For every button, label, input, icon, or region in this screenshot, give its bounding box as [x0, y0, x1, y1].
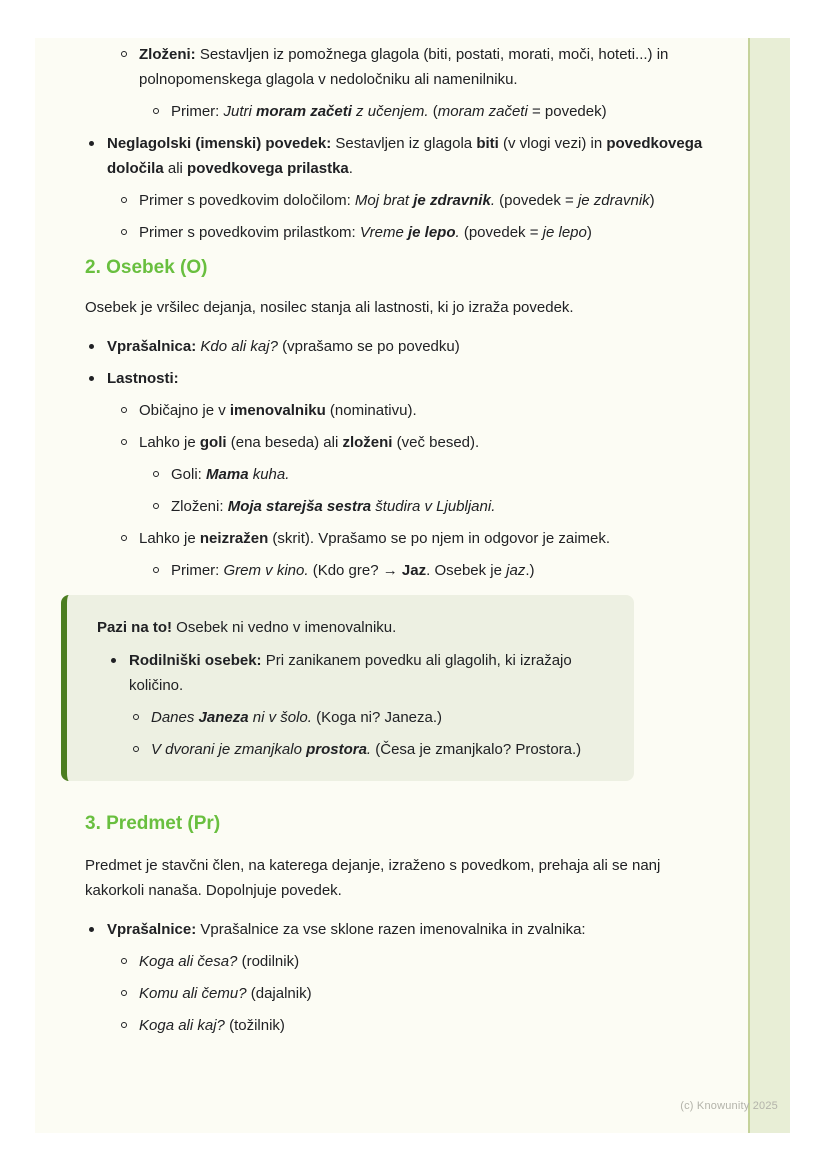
list-item — [117, 430, 710, 455]
list-item-text — [171, 466, 289, 483]
text-segment: Jutri — [223, 103, 257, 120]
bullet-icon — [121, 1022, 127, 1028]
text-segment: Vprašalnica: — [107, 338, 197, 355]
text-segment: (Kdo gre? → — [308, 562, 402, 579]
text-segment: Komu ali čemu? — [139, 985, 247, 1002]
list-item-text — [107, 921, 586, 938]
text-segment: . Osebek je — [426, 562, 507, 579]
text-segment: V dvorani je zmanjkalo — [151, 741, 307, 758]
text-segment: Pazi na to! — [97, 619, 173, 636]
text-segment: (Koga ni? Janeza.) — [311, 709, 443, 726]
text-segment: Mama — [206, 466, 249, 483]
text-segment: povedkovega prilastka — [187, 160, 349, 177]
list-item — [117, 981, 710, 1006]
callout-title — [97, 615, 606, 640]
list-item — [117, 188, 710, 213]
section-2-lead: Osebek je vršilec dejanja, nosilec stanja ali lastnosti, ki jo izraža povedek. — [85, 299, 574, 316]
text-segment: = povedek) — [527, 103, 607, 120]
text-segment: Zloženi: — [171, 498, 228, 515]
text-segment: Običajno je v — [139, 402, 230, 419]
intro-list — [85, 42, 710, 245]
text-segment: neizražen — [199, 530, 269, 547]
text-segment: Neglagolski (imenski) povedek: — [107, 135, 332, 152]
text-segment: biti — [476, 135, 499, 152]
watermark: (c) Knowunity 2025 — [680, 1100, 778, 1112]
text-segment: moram začeti — [437, 103, 528, 120]
document-page — [35, 38, 790, 1133]
list-item — [149, 494, 710, 519]
list-item — [117, 949, 710, 974]
text-segment: Koga ali česa? — [139, 953, 238, 970]
bullet-icon — [89, 376, 94, 381]
callout-box — [61, 595, 634, 781]
bullet-icon — [133, 746, 139, 752]
list-item-text — [129, 652, 572, 694]
text-segment: Sestavljen iz glagola — [331, 135, 477, 152]
text-segment: prostora — [306, 741, 367, 758]
document-content — [35, 38, 790, 1038]
text-segment: Koga ali kaj? — [139, 1017, 225, 1034]
text-segment: je lepo — [542, 224, 587, 241]
bullet-icon — [121, 197, 127, 203]
text-segment: Jaz — [401, 562, 427, 579]
list-item-text — [139, 1017, 285, 1034]
text-segment: ) — [649, 192, 655, 209]
list-item — [107, 648, 606, 698]
text-segment: Moja starejša sestra — [227, 498, 372, 515]
text-segment: Pri zanikanem povedku ali glagolih, ki izražajo količino. — [129, 652, 572, 694]
list-item — [129, 705, 606, 730]
list-item-text — [171, 562, 535, 579]
list-item — [117, 398, 710, 423]
text-segment: goli — [199, 434, 227, 451]
text-segment: (povedek = — [459, 224, 543, 241]
text-segment: je zdravnik — [577, 192, 650, 209]
section-2-list — [85, 334, 710, 583]
bullet-icon — [121, 229, 127, 235]
text-segment: Danes — [151, 709, 199, 726]
text-segment: Osebek ni vedno v imenovalniku. — [172, 619, 397, 636]
text-segment: . — [490, 192, 495, 209]
text-segment: (Česa je zmanjkalo? Prostora.) — [371, 741, 582, 758]
text-segment: Zloženi: — [139, 46, 196, 63]
list-item-text — [139, 953, 299, 970]
list-item-text — [139, 530, 610, 547]
text-segment: (ena beseda) ali — [226, 434, 343, 451]
list-item — [149, 462, 710, 487]
bullet-icon — [89, 344, 94, 349]
section-3-heading: 3. Predmet (Pr) — [85, 813, 221, 834]
list-item — [117, 42, 710, 92]
text-segment: študira v Ljubljani. — [371, 498, 496, 515]
text-segment: ni v šolo. — [248, 709, 312, 726]
bullet-icon — [121, 407, 127, 413]
section-2-heading: 2. Osebek (O) — [85, 257, 208, 278]
bullet-icon — [121, 535, 127, 541]
text-segment: ( — [428, 103, 438, 120]
list-item-text — [151, 709, 442, 726]
text-segment: povedkovega določila — [107, 135, 703, 177]
list-item-text — [171, 498, 495, 515]
section-3-list — [85, 917, 710, 1038]
bullet-icon — [121, 51, 127, 57]
text-segment: zloženi — [342, 434, 393, 451]
list-item-text — [107, 370, 179, 387]
text-segment: Vprašalnice: — [107, 921, 197, 938]
list-item — [149, 558, 710, 583]
text-segment: (v vlogi vezi) in — [498, 135, 607, 152]
text-segment: Goli: — [171, 466, 207, 483]
list-item — [117, 220, 710, 245]
list-item-text — [139, 985, 312, 1002]
list-item — [85, 131, 710, 181]
list-item-text — [151, 741, 581, 758]
text-segment: jaz — [506, 562, 526, 579]
text-segment: Lahko je — [139, 530, 200, 547]
text-segment: (vprašamo se po povedku) — [277, 338, 460, 355]
text-segment: ) — [586, 224, 592, 241]
bullet-icon — [153, 108, 159, 114]
text-segment: imenovalniku — [229, 402, 326, 419]
text-segment: je zdravnik — [413, 192, 491, 209]
list-item-text — [107, 338, 460, 355]
text-segment: (skrit). Vprašamo se po njem in odgovor je zaimek. — [268, 530, 611, 547]
text-segment: Primer: — [171, 562, 224, 579]
list-item — [85, 334, 710, 359]
text-segment: (nominativu). — [325, 402, 417, 419]
list-item — [117, 526, 710, 551]
text-segment: Kdo ali kaj? — [200, 338, 278, 355]
bullet-icon — [153, 567, 159, 573]
text-segment: je lepo — [407, 224, 456, 241]
list-item-text — [107, 135, 702, 177]
bullet-icon — [121, 439, 127, 445]
bullet-icon — [89, 141, 94, 146]
bullet-icon — [121, 990, 127, 996]
text-segment: Lastnosti: — [107, 370, 179, 387]
list-item-text — [139, 402, 417, 419]
text-segment: (dajalnik) — [246, 985, 312, 1002]
text-segment: ali — [163, 160, 188, 177]
text-segment: Lahko je — [139, 434, 200, 451]
list-item — [85, 366, 710, 391]
text-segment: Grem v kino. — [223, 562, 309, 579]
text-segment: Vreme — [359, 224, 408, 241]
list-item-text — [171, 103, 607, 120]
text-segment: (rodilnik) — [237, 953, 300, 970]
text-segment: kuha. — [248, 466, 290, 483]
text-segment: Rodilniški osebek: — [129, 652, 262, 669]
text-segment: Vprašalnice za vse sklone razen imenovalnika in zvalnika: — [196, 921, 586, 938]
list-item-text — [139, 434, 479, 451]
text-segment: Moj brat — [354, 192, 414, 209]
text-segment: . — [348, 160, 353, 177]
list-item — [117, 1013, 710, 1038]
text-segment: Primer: — [171, 103, 224, 120]
text-segment: moram začeti — [256, 103, 352, 120]
text-segment: z učenjem. — [351, 103, 429, 120]
text-segment: (povedek = — [494, 192, 578, 209]
text-segment: (tožilnik) — [224, 1017, 285, 1034]
bullet-icon — [153, 503, 159, 509]
list-item — [129, 737, 606, 762]
text-segment: . — [455, 224, 460, 241]
section-3-lead: Predmet je stavčni člen, na katerega dejanje, izraženo s povedkom, prehaja ali se nanj kakorkoli nanaša. Dopolnjuje povedek. — [85, 857, 661, 899]
bullet-icon — [111, 658, 116, 663]
list-item-text — [139, 46, 668, 88]
callout-list — [97, 648, 606, 762]
text-segment: Sestavljen iz pomožnega glagola (biti, postati, morati, moči, hoteti...) in polnopomenskega glagola v nedoločniku ali namenilniku. — [139, 46, 669, 88]
list-item — [85, 917, 710, 942]
text-segment: . — [366, 741, 372, 758]
list-item-text — [139, 192, 655, 209]
text-segment: .) — [525, 562, 535, 579]
text-segment: Primer s povedkovim določilom: — [139, 192, 355, 209]
bullet-icon — [133, 714, 139, 720]
bullet-icon — [89, 927, 94, 932]
text-segment: Primer s povedkovim prilastkom: — [139, 224, 360, 241]
bullet-icon — [153, 471, 159, 477]
list-item — [149, 99, 710, 124]
text-segment: (več besed). — [392, 434, 480, 451]
list-item-text — [139, 224, 592, 241]
text-segment: Janeza — [198, 709, 249, 726]
bullet-icon — [121, 958, 127, 964]
